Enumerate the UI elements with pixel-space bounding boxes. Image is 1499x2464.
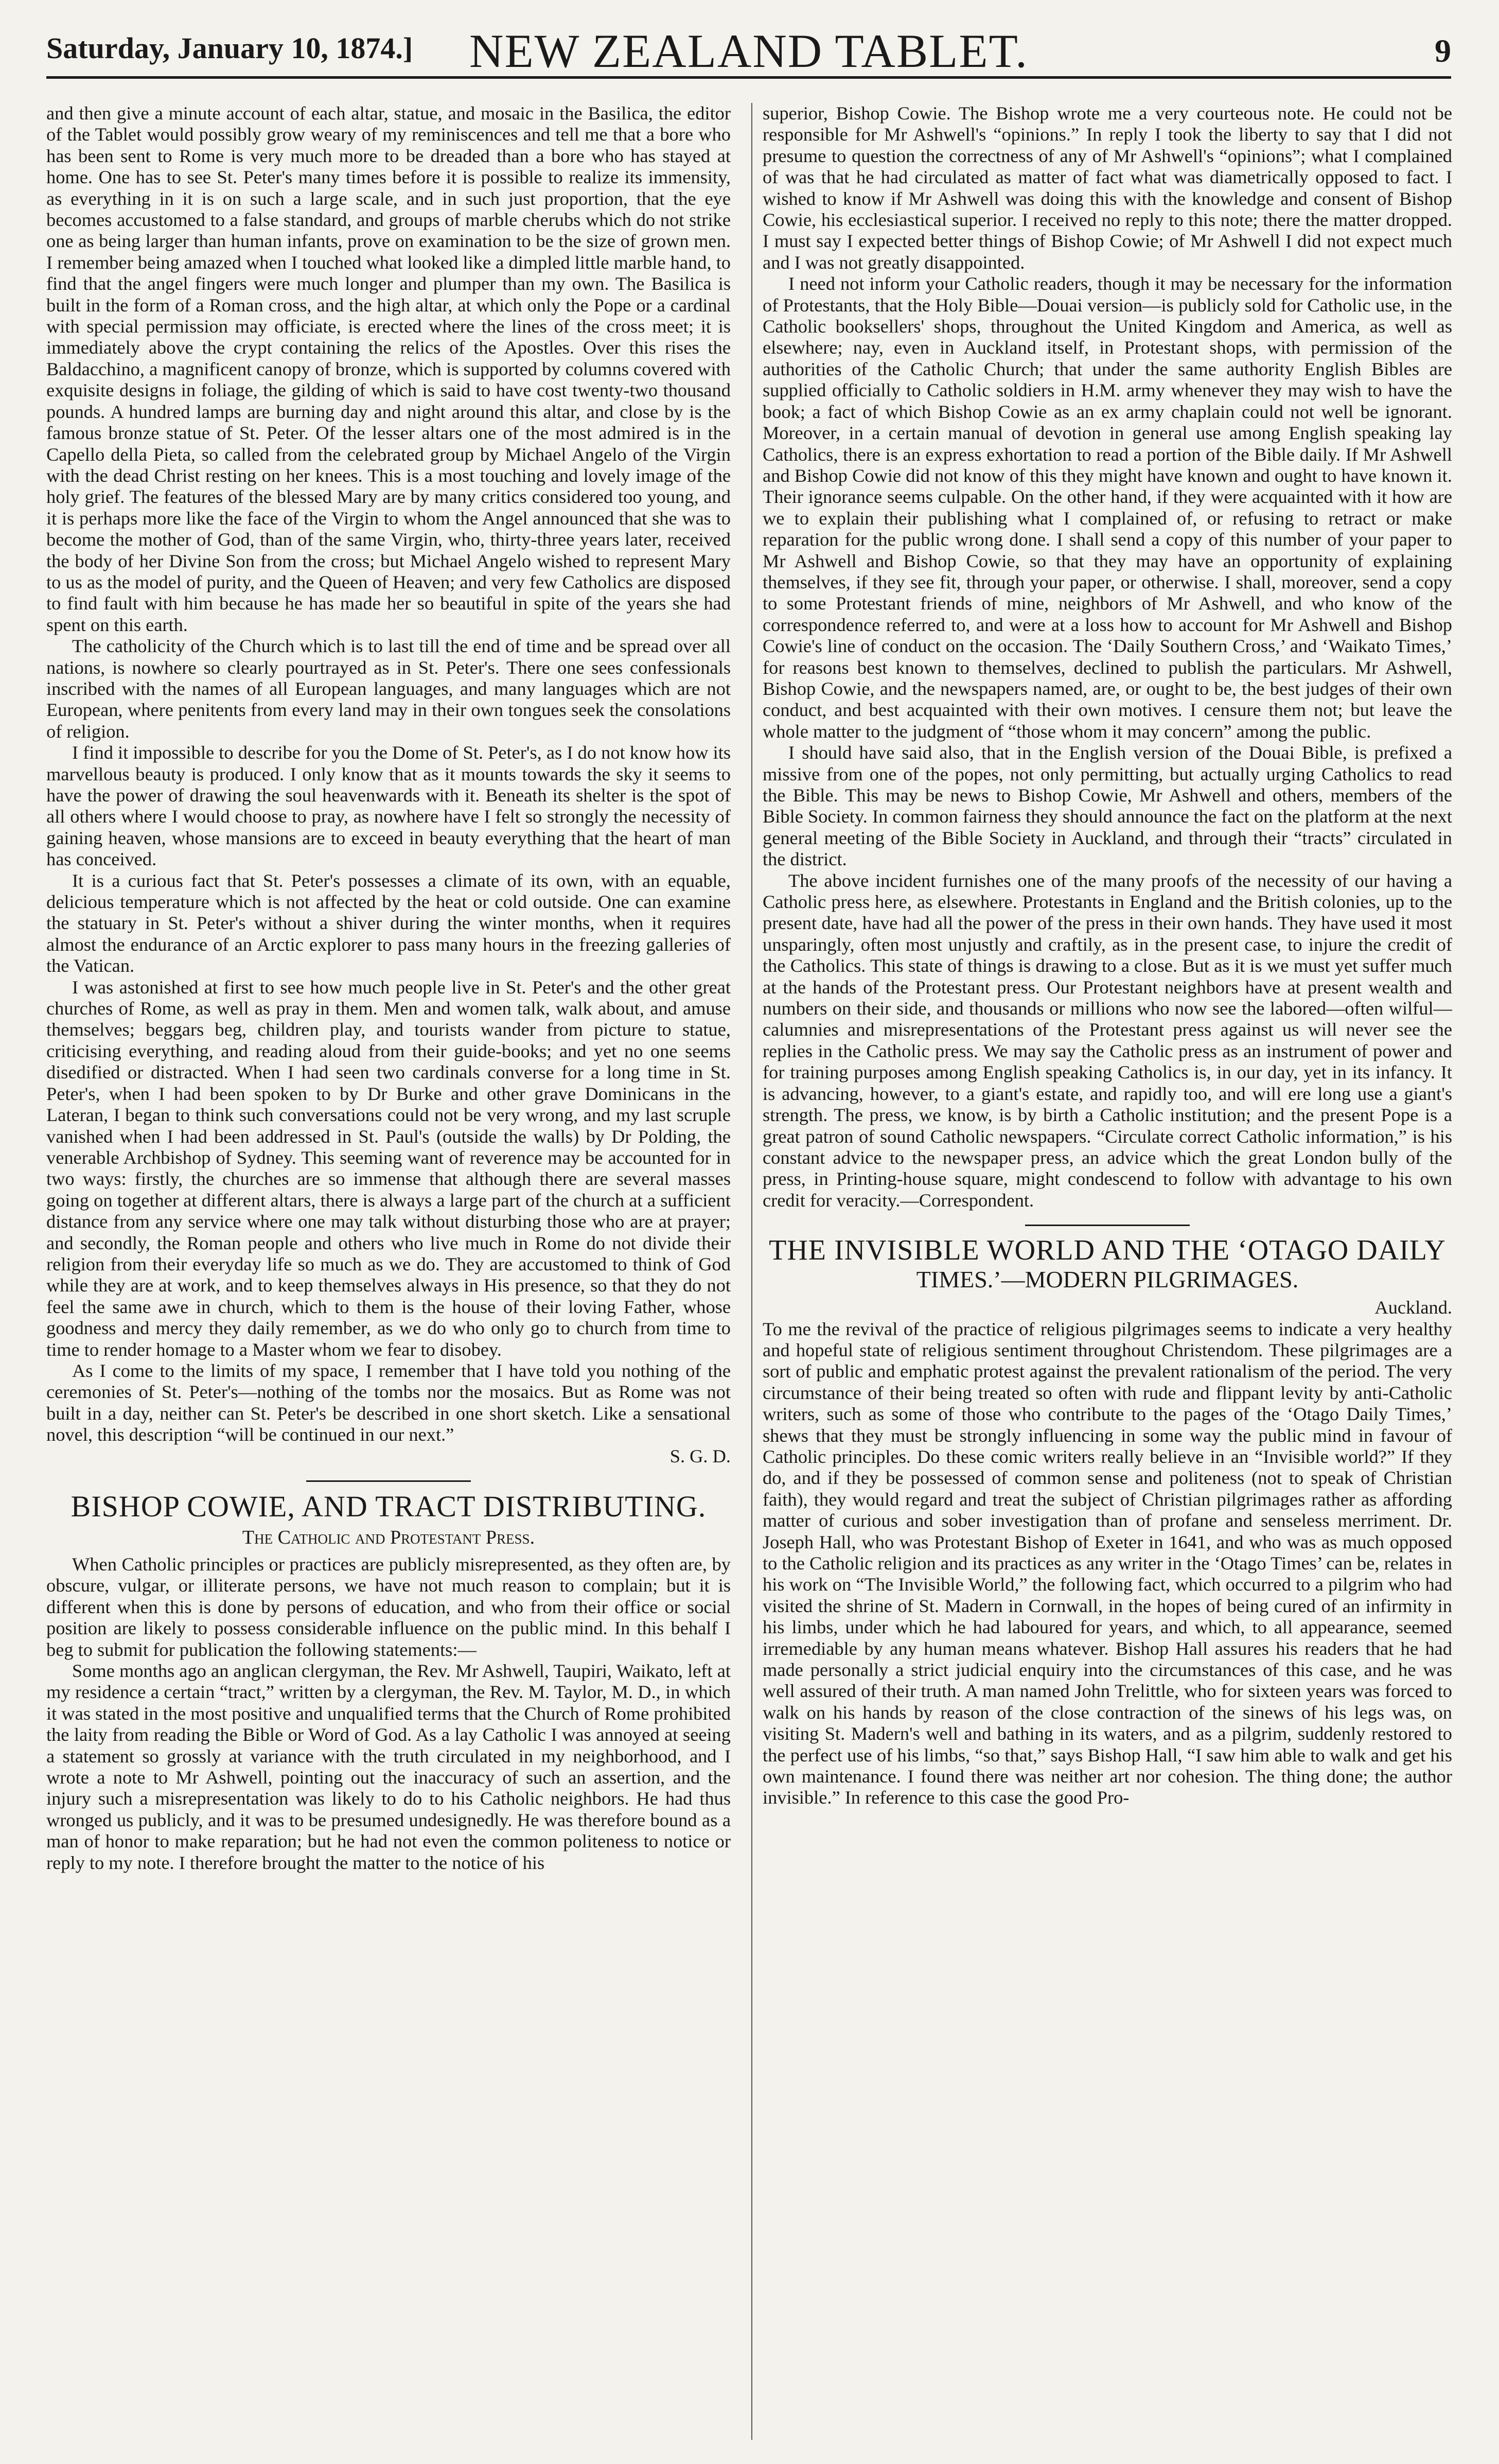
right-column <box>751 103 1452 2440</box>
article-paragraph: Some months ago an anglican clergyman, the Rev. Mr Ashwell, Taupiri, Waikato, left at my residence a certain “tract,” written by a clergyman, the Rev. M. Taylor, M. D., in which it was stated in the most positive and unqualified terms that the Church of Rome prohibited the laity from reading the Bible or Word of God. As a lay Catholic I was annoyed at seeing a statement so grossly at variance with the truth circulated in my neighborhood, and I wrote a note to Mr Ashwell, pointing out the inaccuracy of such an assertion, and the injury such a misrepresentation was likely to do to his Catholic neighbors. He had thus wronged us publicly, and it was to be presumed undesignedly. He was therefore bound as a man of honor to make reparation; but he had not even the common politeness to notice or reply to my note. I therefore brought the matter to the notice of his <box>46 1661 731 1873</box>
page-number: 9 <box>1435 32 1451 69</box>
issue-date: Saturday, January 10, 1874.] <box>46 31 413 65</box>
article-dateline: Auckland. <box>1374 1297 1452 1318</box>
author-signature: S. G. D. <box>669 1445 731 1466</box>
article-bishop-cowie <box>46 1490 731 1874</box>
article-title-line2: TIMES.’—MODERN PILGRIMAGES. <box>916 1266 1299 1293</box>
article-paragraph: I find it impossible to describe for you the Dome of St. Peter's, as I do not know how its marvellous beauty is produced. I only know that as it mounts towards the sky it seems to have the power of drawing the soul heavenwards with it. Beneath its shelter is the spot of all others where I would choose to pray, as nowhere have I felt so strongly the necessity of gaining heaven, whose mansions are to exceed in beauty everything that the heart of man has conceived. <box>46 742 731 870</box>
left-column <box>46 103 731 2440</box>
article-paragraph: I should have said also, that in the English version of the Douai Bible, is prefixed a missive from one of the popes, not only permitting, but actually urging Catholics to read the Bible. This may be news to Bishop Cowie, Mr Ashwell and others, members of the Bible Society. In common fairness they should announce the fact on the platform at the next general meeting of the Bible Society in Auckland, and through their “tracts” circulated in the district. <box>763 742 1452 870</box>
newspaper-title: NEW ZEALAND TABLET. <box>469 25 1028 77</box>
section-divider <box>1025 1225 1190 1226</box>
article-invisible-world <box>763 1234 1452 1809</box>
article-paragraph: I need not inform your Catholic readers, though it may be necessary for the information of Protestants, that the Holy Bible—Douai version—is publicly sold for Catholic use, in the Catholic booksellers' shops, throughout the United Kingdom and America, as well as elsewhere; nay, even in Auckland itself, in Protestant shops, with permission of the authorities of the Catholic Church; that under the same authority English Bibles are supplied officially to Catholic soldiers in H.M. army whenever they may wish to have the book; a fact of which Bishop Cowie as an ex army chaplain could not well be ignorant. Moreover, in a certain manual of devotion in general use among English speaking lay Catholics, there is an express exhortation to read a portion of the Bible daily. If Mr Ashwell and Bishop Cowie did not know of this they might have known and ought to have known it. Their ignorance seems culpable. On the other hand, if they were acquainted with it how are we to explain their publishing what I complained of, or refusing to retract or make reparation for the public wrong done. I shall send a copy of this number of your paper to Mr Ashwell and Bishop Cowie, so that they may have an opportunity of explaining themselves, if they see fit, through your paper, or otherwise. I shall, moreover, send a copy to some Protestant friends of mine, neighbors of Mr Ashwell, and who know of the correspondence referred to, and were at a loss how to account for Mr Ashwell and Bishop Cowie's line of conduct on the occasion. The ‘Daily Southern Cross,’ and ‘Waikato Times,’ for reasons best known to themselves, declined to publish the particulars. Mr Ashwell, Bishop Cowie, and the newspapers named, are, or ought to be, the best judges of their own conduct, and best acquainted with their own motives. I censure them not; but leave the whole matter to the judgment of “those whom it may concern” among the public. <box>763 273 1452 742</box>
section-divider <box>306 1480 471 1482</box>
article-paragraph: and then give a minute account of each altar, statue, and mosaic in the Basilica, the editor of the Tablet would possibly grow weary of my reminiscences and tell me that a bore who has been sent to Rome is very much more to be dreaded than a bore who has stayed at home. One has to see St. Peter's many times before it is possible to realize its immensity, as everything in it is on such a large scale, and in such just proportion, that the eye becomes accustomed to a false standard, and groups of marble cherubs which do not strike one as being larger than human infants, prove on examination to be the size of grown men. I remember being amazed when I touched what looked like a dimpled little marble hand, to find that the angel fingers were much longer and plumper than my own. The Basilica is built in the form of a Roman cross, and the high altar, at which only the Pope or a cardinal with special permission may officiate, is erected where the lines of the cross meet; it is immediately above the crypt containing the relics of the Apostles. Over this rises the Baldacchino, a magnificent canopy of bronze, which is supported by columns covered with exquisite designs in foliage, the gilding of which is said to have cost twenty-two thousand pounds. A hundred lamps are burning day and night around this altar, and close by is the famous bronze statue of St. Peter. Of the lesser altars one of the most admired is in the Capello della Pieta, so called from the celebrated group by Michael Angelo of the Virgin with the dead Christ resting on her knees. This is a most touching and lovely image of the holy grief. The features of the blessed Mary are by many critics considered too young, and it is perhaps more like the face of the Virgin to whom the Angel announced that she was to become the mother of God, than of the same Virgin, who, thirty-three years later, received the body of her Divine Son from the cross; but Michael Angelo wished to represent Mary to us as the model of purity, and the Queen of Heaven; and very few Catholics are disposed to find fault with him because he has made her so beautiful in spite of the years she had spent on this earth. <box>46 103 731 635</box>
article-paragraph: I was astonished at first to see how much people live in St. Peter's and the other great churches of Rome, as well as pray in them. Men and women talk, walk about, and amuse themselves; beggars beg, children play, and tourists wander from picture to statue, criticising everything, and reading aloud from their guide-books; and yet no one seems disedified or distracted. When I had seen two cardinals converse for a long time in St. Peter's, when I had been spoken to by Dr Burke and other grave Dominicans in the Lateran, I began to think such conversations could not be very wrong, and my last scruple vanished when I had been addressed in St. Paul's (outside the walls) by Dr Polding, the venerable Archbishop of Sydney. This seeming want of reverence may be accounted for in two ways: firstly, the churches are so immense that although there are several masses going on together at different altars, there is always a large part of the church at a sufficient distance from any service where one may talk without disturbing those who are at prayer; and secondly, the Roman people and others who live much in Rome do not divide their religion from their everyday life so much as we do. They are accustomed to think of God while they are at work, and to keep themselves always in His presence, so that they do not feel the same awe in church, which to them is the house of their loving Father, whose goodness and mercy they daily remember, as we do who only go to church from time to time to render homage to a Master whom we fear to disobey. <box>46 976 731 1360</box>
article-paragraph: As I come to the limits of my space, I remember that I have told you nothing of the ceremonies of St. Peter's—nothing of the tombs nor the mosaics. But as Rome was not built in a day, neither can St. Peter's be described in one short sketch. Like a sensational novel, this description “will be continued in our next.” <box>46 1360 731 1445</box>
article-title: BISHOP COWIE, AND TRACT DISTRIBUTING. <box>70 1490 707 1523</box>
article-paragraph: The above incident furnishes one of the many proofs of the necessity of our having a Catholic press here, as elsewhere. Protestants in England and the British colonies, up to the present date, have had all the power of the press in their own hands. They have used it most unsparingly, often most unjustly and craftily, as in the present case, to injure the credit of the Catholics. This state of things is drawing to a close. But as it is we must yet suffer much at the hands of the Protestant press. Our Protestant neighbors have at present wealth and numbers on their side, and thousands or millions who now see the labored—often wilful—calumnies and misrepresentations of the Protestant press against us will never see the replies in the Catholic press. We may say the Catholic press as an instrument of power and for training purposes among English speaking Catholics is, in our day, yet in its infancy. It is advancing, however, to a giant's estate, and rapidly too, and will ere long use a giant's strength. The press, we know, is by birth a Catholic institution; and the present Pope is a great patron of sound Catholic newspapers. “Circulate correct Catholic information,” is his constant advice to the newspaper press, an advice which the great London bully of the press, in Printing-house square, might condescend to follow with advantage to his own credit for veracity.—Correspondent. <box>763 870 1452 1211</box>
article-title: THE INVISIBLE WORLD AND THE ‘OTAGO DAILY <box>769 1234 1446 1267</box>
masthead <box>46 20 1451 79</box>
article-bishop-cowie-continued <box>763 103 1452 1211</box>
article-paragraph: It is a curious fact that St. Peter's possesses a climate of its own, with an equable, delicious temperature which is not affected by the heat or cold outside. One can examine the statuary in St. Peter's without a shiver during the winter months, when it requires almost the endurance of an Arctic explorer to pass many hours in the freezing galleries of the Vatican. <box>46 870 731 976</box>
article-paragraph: The catholicity of the Church which is to last till the end of time and be spread over all nations, is nowhere so clearly pourtrayed as in St. Peter's. There one sees confessionals inscribed with the names of all European languages, and many languages which are not European, where penitents from every land may in their own tongues seek the consolations of religion. <box>46 636 731 742</box>
article-paragraph: To me the revival of the practice of religious pilgrimages seems to indicate a very healthy and hopeful state of religious sentiment throughout Christendom. These pilgrimages are a sort of public and emphatic protest against the prevalent rationalism of the period. The very circumstance of their being treated so often with rude and flippant levity by anti-Catholic writers, such as some of those who contribute to the pages of the ‘Otago Daily Times,’ shews that they must be strongly influencing in some way the public mind in favour of Catholic principles. Do these comic writers really believe in an “Invisible world?” If they do, and if they be possessed of common sense and politeness (not to speak of Christian faith), they would regard and treat the subject of Christian pilgrimages rather as affording matter of curious and sober investigation than of profane and senseless merriment. Dr. Joseph Hall, who was Protestant Bishop of Exeter in 1641, and who was as much opposed to the Catholic religion and its practices as any writer in the ‘Otago Times’ can be, relates in his work on “The Invisible World,” the following fact, which occurred to a pilgrim who had visited the shrine of St. Madern in Cornwall, in the hopes of being cured of an infirmity in his limbs, under which he had laboured for years, and which, to all appearance, seemed irremediable by any human means whatever. Bishop Hall assures his readers that he had made personally a strict judicial enquiry into the circumstances of this case, and he was well assured of their truth. A man named John Trelittle, who for sixteen years was forced to walk on his hands by reason of the close contraction of the sinews of his legs was, on visiting St. Madern's well and bathing in its waters, and as a pilgrim, suddenly restored to the perfect use of his limbs, “so that,” says Bishop Hall, “I saw him able to walk and get his own maintenance. I found there was neither art nor cohesion. The thing done; the author invisible.” In reference to this case the good Pro- <box>763 1318 1452 1808</box>
article-paragraph: superior, Bishop Cowie. The Bishop wrote me a very courteous note. He could not be responsible for Mr Ashwell's “opinions.” In reply I took the liberty to say that I did not presume to question the correctness of any of Mr Ashwell's “opinions”; what I complained of was that he had circulated as matter of fact what was diametrically opposed to fact. I wished to know if Mr Ashwell was doing this with the knowledge and consent of Bishop Cowie, his ecclesiastical superior. I received no reply to this note; there the matter dropped. I must say I expected better things of Bishop Cowie; of Mr Ashwell I did not expect much and I was not greatly disappointed. <box>763 103 1452 273</box>
article-paragraph: When Catholic principles or practices are publicly misrepresented, as they often are, by obscure, vulgar, or illiterate persons, we have not much reason to complain; but it is different when this is done by persons of education, and who from their office or social position are likely to possess considerable influence on the public mind. In this behalf I beg to submit for publication the following statements:— <box>46 1554 731 1660</box>
article-rome-continuation <box>46 103 731 1467</box>
article-subtitle: The Catholic and Protestant Press. <box>242 1527 535 1548</box>
